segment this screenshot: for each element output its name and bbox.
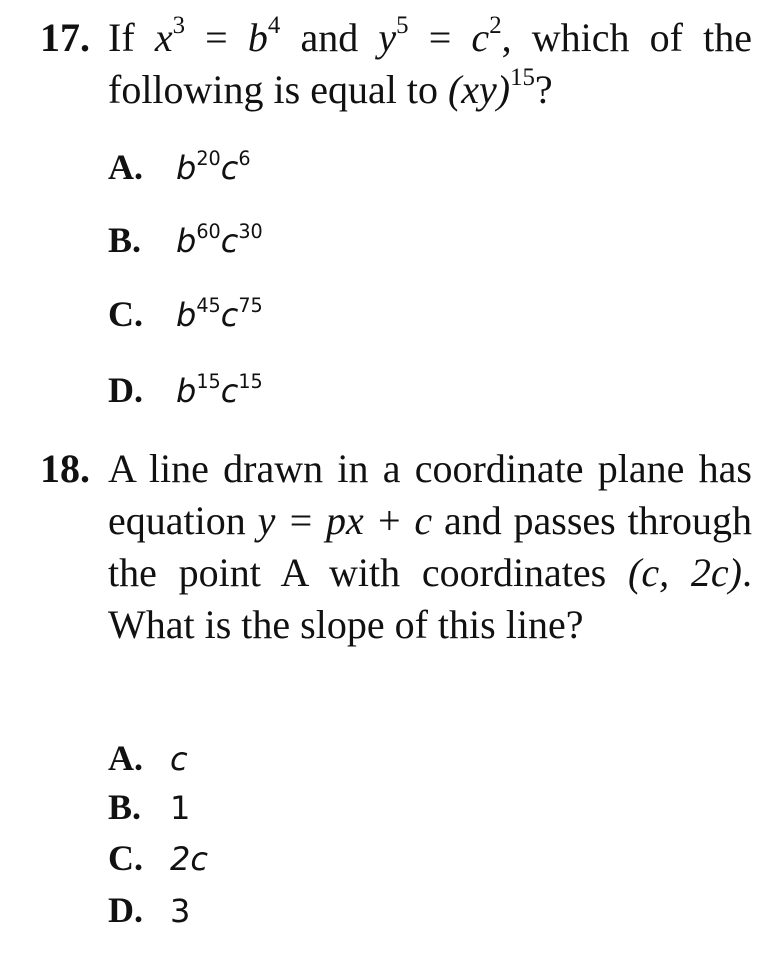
answer-option-c[interactable] bbox=[108, 836, 208, 881]
option-value: $b^{45}c^{75}$ bbox=[176, 294, 263, 334]
option-value: $b^{15}c^{15}$ bbox=[176, 370, 263, 410]
option-value: $b^{20}c^6$ bbox=[176, 147, 251, 187]
answer-option-b[interactable] bbox=[108, 218, 263, 263]
option-label: A. bbox=[108, 147, 143, 187]
question-number: 17. bbox=[40, 15, 90, 60]
option-value: 2c bbox=[170, 840, 208, 878]
answer-option-a[interactable] bbox=[108, 145, 251, 190]
option-label: D. bbox=[108, 890, 143, 930]
option-label: B. bbox=[108, 220, 142, 260]
answer-option-b[interactable] bbox=[108, 785, 190, 830]
option-value: 1 bbox=[170, 789, 191, 827]
option-value: $b^{60}c^{30}$ bbox=[176, 220, 263, 260]
question-17 bbox=[40, 12, 752, 116]
answer-option-d[interactable] bbox=[108, 368, 263, 413]
option-label: C. bbox=[108, 294, 143, 334]
question-stem: If $x^3 = b^4$ and $y^5 = c^2$, which of the following is equal to (xy)$^{15}$? bbox=[108, 12, 753, 112]
answer-option-d[interactable] bbox=[108, 888, 190, 933]
option-label: B. bbox=[108, 787, 142, 827]
answer-option-c[interactable] bbox=[108, 292, 263, 337]
option-value: c bbox=[170, 740, 188, 778]
option-value: 3 bbox=[170, 892, 191, 930]
question-18 bbox=[40, 443, 752, 651]
answer-option-a[interactable] bbox=[108, 736, 188, 781]
question-stem: A line drawn in a coordinate plane has equation y = px + c and passes through the point A with coordinates (c, 2c). What is the slope of this line? bbox=[108, 446, 752, 647]
option-label: C. bbox=[108, 838, 143, 878]
option-label: D. bbox=[108, 370, 143, 410]
question-number: 18. bbox=[40, 446, 90, 491]
option-label: A. bbox=[108, 738, 143, 778]
